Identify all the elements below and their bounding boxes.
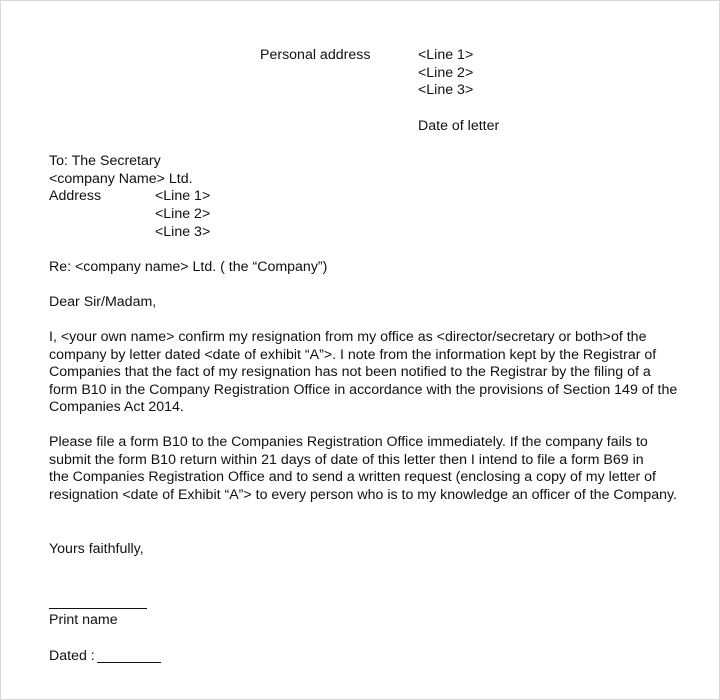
print-name-label: Print name — [49, 612, 118, 628]
sender-address-line-3: <Line 3> — [418, 82, 474, 98]
date-of-letter: Date of letter — [418, 118, 500, 134]
paragraph-1-line: company by letter dated <date of exhibit “A”>. I note from the information kept by the Registrar of — [49, 346, 657, 363]
sender-address-line-2: <Line 2> — [418, 65, 474, 81]
paragraph-2-line: Please file a form B10 to the Companies Registration Office immediately. If the company fails to — [49, 434, 648, 450]
salutation: Dear Sir/Madam, — [49, 294, 157, 310]
dated-label: Dated : — [49, 648, 95, 664]
paragraph-2-line: the Companies Registration Office and to send a written request (enclosing a copy of my letter of — [49, 469, 656, 486]
paragraph-2-line: submit the form B10 return within 21 days of date of this letter then I intend to file a form B69 in — [49, 451, 644, 468]
recipient-address-label: Address — [49, 188, 102, 204]
personal-address-label: Personal address — [260, 47, 371, 63]
body-paragraph-2 — [49, 434, 709, 504]
body-paragraph-1 — [49, 329, 709, 417]
recipient-company-line: <company Name> Ltd. — [49, 171, 193, 187]
recipient-address-line-3: <Line 3> — [155, 224, 211, 240]
date-blank-line — [97, 662, 161, 663]
recipient-address-line-2: <Line 2> — [155, 206, 211, 222]
sign-off: Yours faithfully, — [49, 541, 144, 557]
recipient-address-line-1: <Line 1> — [155, 188, 211, 204]
paragraph-2-line: resignation <date of Exhibit “A”> to every person who is to my knowledge an officer of the Company. — [49, 486, 678, 503]
paragraph-1-line: form B10 in the Company Registration Office in accordance with the provisions of Section 149 of the — [49, 381, 678, 398]
recipient-to-line: To: The Secretary — [49, 153, 161, 169]
signature-line — [49, 608, 147, 609]
sender-address-line-1: <Line 1> — [418, 47, 474, 63]
paragraph-1-line: I, <your own name> confirm my resignation from my office as <director/secretary or both>of the — [49, 329, 647, 345]
paragraph-1-line: Companies Act 2014. — [49, 399, 184, 416]
subject-line: Re: <company name> Ltd. ( the “Company”) — [49, 259, 328, 275]
paragraph-1-line: Companies that the fact of my resignation has not been notified to the Registrar by the filing of a — [49, 364, 651, 381]
